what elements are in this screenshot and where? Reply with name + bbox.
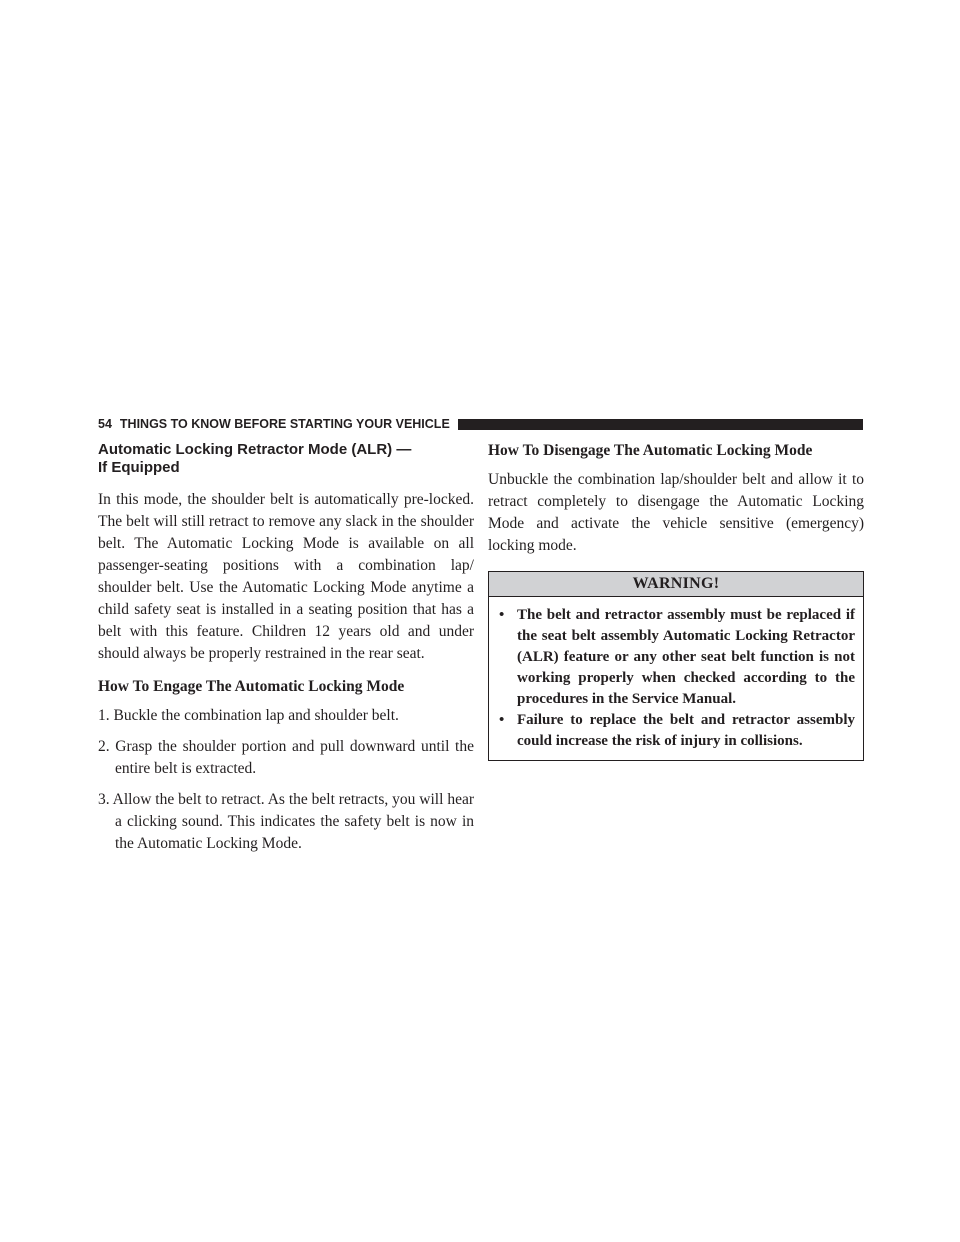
right-column (488, 441, 864, 761)
engage-step-3: 3. Allow the belt to retract. As the belt retracts, you will hear a clicking sound. This indicates the safety belt is now in the Automatic Locking Mode. (98, 791, 474, 852)
left-column (98, 441, 474, 864)
section-title: THINGS TO KNOW BEFORE STARTING YOUR VEHICLE (119, 417, 450, 431)
disengage-heading: How To Disengage The Automatic Locking Mode (488, 442, 813, 459)
engage-step-2: 2. Grasp the shoulder portion and pull downward until the entire belt is extracted. (98, 738, 474, 777)
warning-item-text: The belt and retractor assembly must be replaced if the seat belt assembly Automatic Locking Retractor (ALR) feature or any other seat belt function is not working properly when checked according to the procedures in the Service Manual. (517, 607, 855, 707)
bullet-icon: • (499, 712, 505, 728)
disengage-paragraph: Unbuckle the combination lap/shoulder belt and allow it to retract completely to disengage the Automatic Locking Mode and activate the vehicle sensitive (emergency) locking mode. (488, 471, 864, 554)
warning-list (499, 605, 855, 752)
alr-heading-line1: Automatic Locking Retractor Mode (ALR) — (98, 441, 412, 458)
warning-item (499, 605, 855, 710)
warning-body (489, 597, 863, 760)
engage-step-1: 1. Buckle the combination lap and shoulder belt. (98, 707, 399, 724)
engage-steps-list (98, 705, 474, 855)
page-number: 54 (98, 417, 112, 431)
alr-heading-line2: If Equipped (98, 459, 180, 476)
warning-box (488, 571, 864, 761)
warning-title: WARNING! (489, 572, 863, 597)
engage-heading: How To Engage The Automatic Locking Mode (98, 678, 405, 695)
bullet-icon: • (499, 607, 505, 623)
warning-item-text: Failure to replace the belt and retractor assembly could increase the risk of injury in collisions. (517, 712, 855, 749)
alr-heading (98, 441, 474, 477)
header-rule (458, 419, 863, 430)
warning-item (499, 710, 855, 752)
page-header (98, 416, 863, 432)
alr-intro-paragraph: In this mode, the shoulder belt is automatically pre-locked. The belt will still retract to remove any slack in the shoulder belt. The Automatic Locking Mode is available on all passenger-seating positions with a combination lap/ shoulder belt. Use the Automatic Locking Mode anytime a child safety seat is installed in a seating position that has a belt with this feature. Children 12 years old and under should always be properly restrained in the rear seat. (98, 491, 474, 662)
